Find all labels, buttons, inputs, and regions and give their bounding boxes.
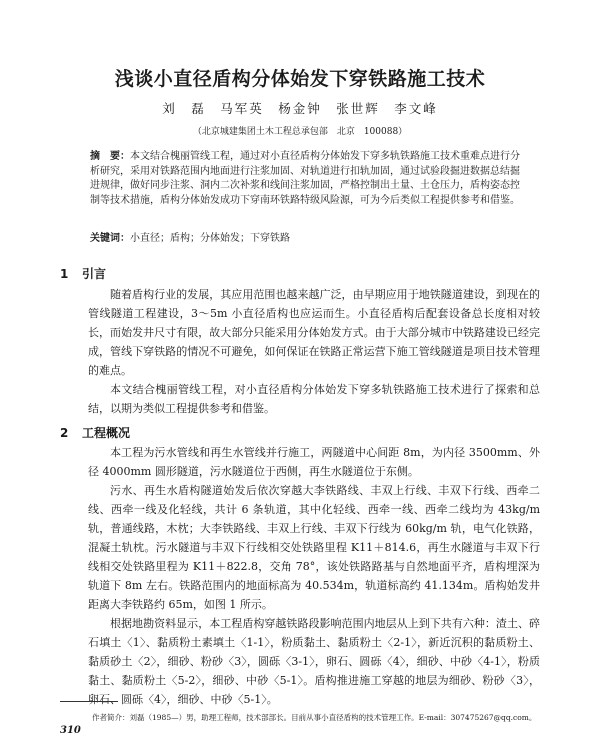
keywords-label: 关键词： <box>90 233 130 244</box>
abstract-text: 本文结合槐丽管线工程，通过对小直径盾构分体始发下穿多轨铁路施工技术重难点进行分析研究，采用对铁路范围内地面进行注浆加固、对轨道进行扣轨加固，通过试验段掘进数据总结掘进规律，做好同步注浆、洞内二次补浆和线间注浆加固，严格控制出土量、土仓压力，盾构姿态控制等技术措施，盾构分体始发成功下穿南环铁路特级风险源，可为今后类似工程提供参考和借鉴。 <box>90 151 520 206</box>
paragraph: 随着盾构行业的发展，其应用范围也越来越广泛，由早期应用于地铁隧道建设，到现在的管线隧道工程建设，3～5m 小直径盾构也应运而生。小直径盾构后配套设备总长度相对较长，而始发井尺寸有限，故大部分只能采用分体始发方式。由于大部分城市中铁路建设已经完成，管线下穿铁路的情况不可避免，如何保证在铁路正常运营下施工管线隧道是项目技术管理的难点。 <box>88 288 540 377</box>
abstract <box>90 150 520 208</box>
paper-title: 浅谈小直径盾构分体始发下穿铁路施工技术 <box>114 68 486 90</box>
section-body-project-overview <box>88 443 540 709</box>
section-number: 2 <box>60 426 69 440</box>
paragraph: 本文结合槐丽管线工程，对小直径盾构分体始发下穿多轨铁路施工技术进行了探索和总结，以期为类似工程提供参考和借鉴。 <box>88 383 540 415</box>
section-heading-introduction <box>60 265 106 282</box>
author-footnote: 作者简介：刘磊（1985—）男，助理工程师，技术部部长。目前从事小直径盾构的技术管理工作。E-mail：307475267@qq.com。 <box>92 713 537 722</box>
paragraph: 根据地勘资料显示，本工程盾构穿越铁路段影响范围内地层从上到下共有六种：渣土、碎石填土〈1〉、黏质粉土素填土〈1-1〉，粉质黏土、黏质粉土〈2-1〉，新近沉积的黏质粉土、黏质砂土〈2〉，细砂、粉砂〈3〉，圆砾〈3-1〉，卵石、圆砾〈4〉，细砂、中砂〈4-1〉，粉质黏土、黏质粉土〈5-2〉，细砂、中砂〈5-1〉。盾构推进施工穿越的地层为细砂、粉砂〈3〉，卵石、圆砾〈4〉，细砂、中砂〈5-1〉。 <box>88 617 540 706</box>
paragraph: 本工程为污水管线和再生水管线并行施工，两隧道中心间距 8m，为内径 3500mm、外径 4000mm 圆形隧道，污水隧道位于西侧，再生水隧道位于东侧。 <box>88 446 540 478</box>
page-number: 310 <box>60 725 81 736</box>
section-body-introduction <box>88 285 540 418</box>
abstract-label: 摘 要： <box>90 151 130 162</box>
author-list: 刘 磊 马军英 杨金钟 张世辉 李文峰 <box>162 101 438 116</box>
paragraph: 污水、再生水盾构隧道始发后依次穿越大李铁路线、丰双上行线、丰双下行线、西牵二线、西牵一线及化轻线，共计 6 条轨道，其中化轻线、西牵一线、西牵二线均为 43kg/m 轨，普通线路，木枕；大李铁路线、丰双上行线、丰双下行线为 60kg/m 轨，电气化铁路，混凝土轨枕。污水隧道与丰双下行线相交处铁路里程 K11＋814.6，再生水隧道与丰双下行线相交处铁路里程为 K11＋822.8，交角 78°，该处铁路路基与自然地面平齐，盾构埋深为轨道下 8m 左右。铁路范围内的地面标高为 40.534m，轨道标高约 41.134m。盾构始发井距离大李铁路约 65m，如图 1 所示。 <box>88 484 540 611</box>
keywords <box>90 229 520 244</box>
keywords-text: 小直径；盾构；分体始发；下穿铁路 <box>130 233 290 244</box>
section-title: 工程概况 <box>82 426 131 440</box>
footnote-divider <box>60 701 118 702</box>
section-heading-project-overview <box>60 424 130 441</box>
section-number: 1 <box>60 267 69 281</box>
section-title: 引言 <box>82 267 107 281</box>
affiliation: （北京城建集团土木工程总承包部 北京 100088） <box>192 127 408 137</box>
